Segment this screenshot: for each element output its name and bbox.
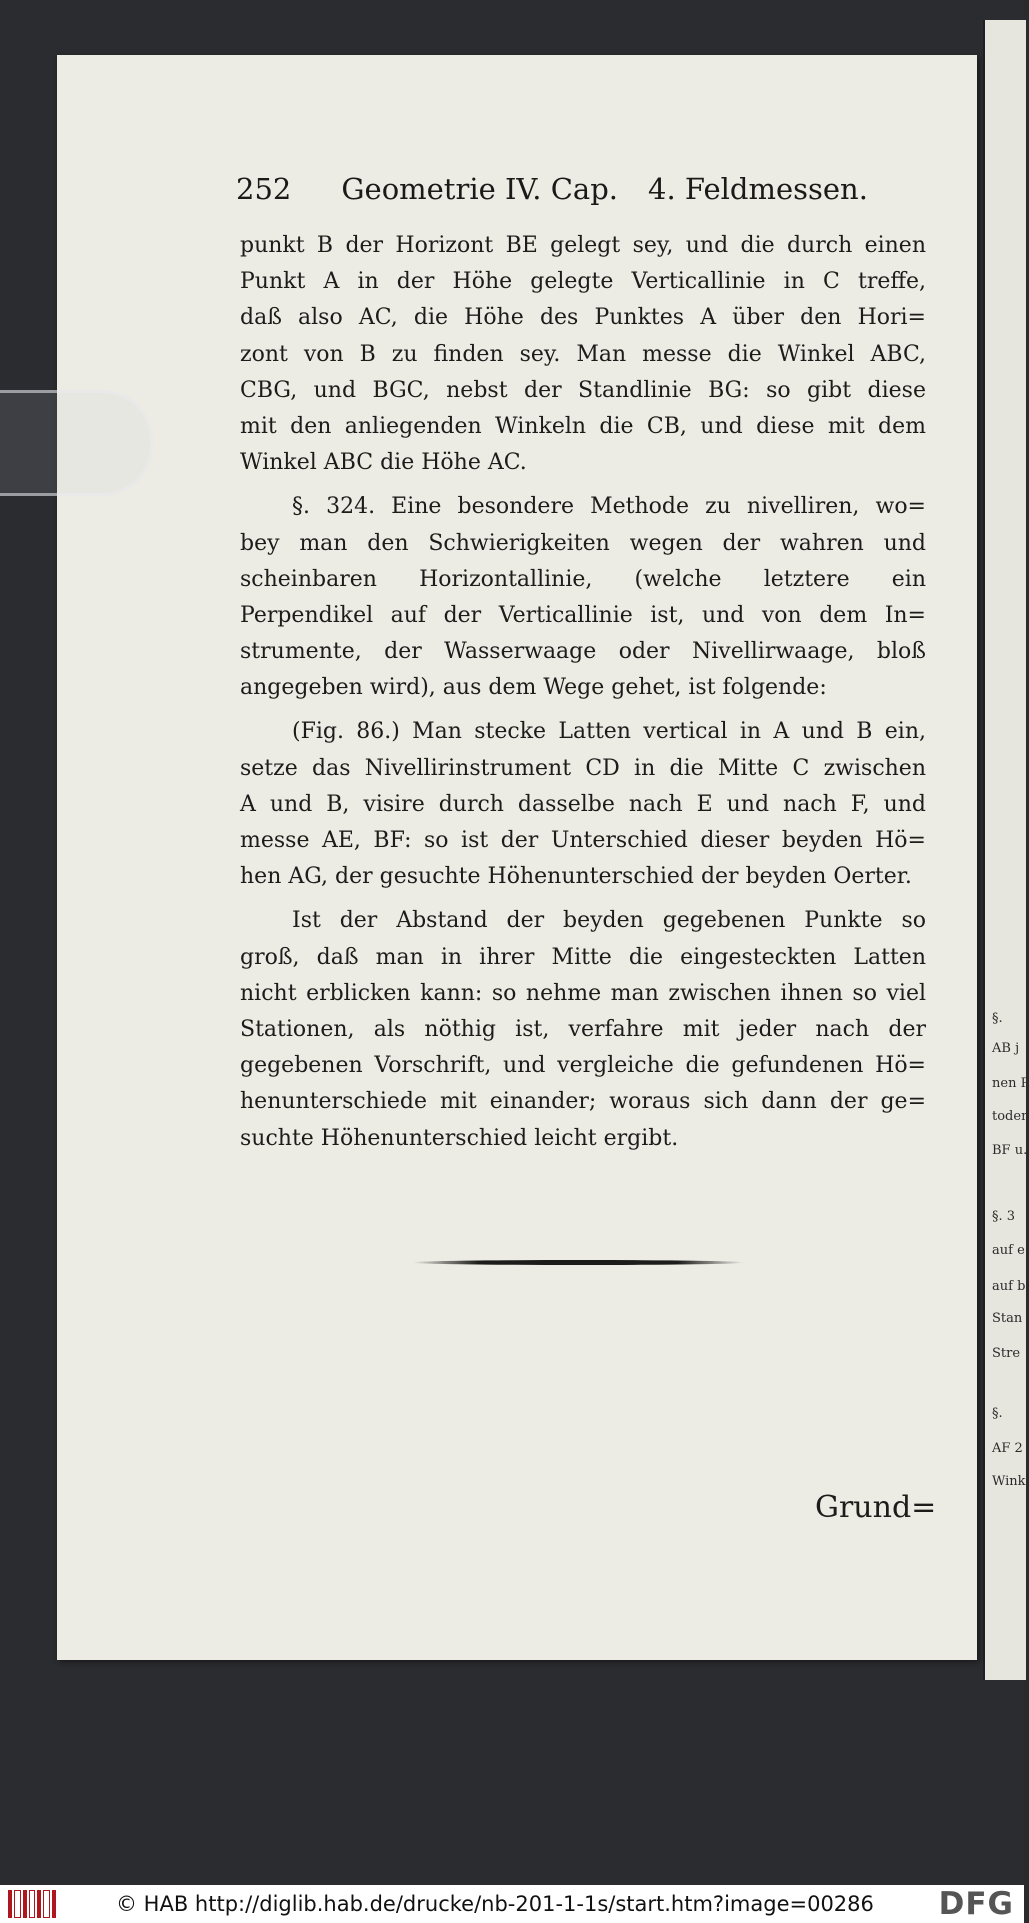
next-page-fragment: auf e bbox=[992, 1243, 1025, 1258]
text-line: §. 324. Eine besondere Methode zu nivelliren, wo= bbox=[292, 494, 926, 520]
next-page-fragment: toden bbox=[992, 1109, 1029, 1124]
text-line: A und B, visire durch dasselbe nach E und nach F, und bbox=[240, 791, 926, 817]
next-page-fragment: Wink bbox=[992, 1474, 1026, 1489]
text-line: groß, daß man in ihrer Mitte die eingesteckten Latten bbox=[240, 944, 926, 970]
text-line: henunterschiede mit einander; woraus sich dann der ge= bbox=[240, 1089, 926, 1115]
catchword: Grund= bbox=[815, 1490, 937, 1525]
text-line: strumente, der Wasserwaage oder Nivellirwaage, bloß bbox=[240, 639, 926, 665]
page-clip-overlay bbox=[0, 390, 153, 496]
next-page-fragment: Stan bbox=[992, 1311, 1023, 1326]
next-page-fragment: §. bbox=[992, 1406, 1003, 1421]
hab-barcode-logo-icon bbox=[8, 1890, 56, 1918]
text-line: messe AE, BF: so ist der Unterschied dieser beyden Hö= bbox=[240, 828, 926, 853]
running-header bbox=[236, 172, 868, 206]
text-line: punkt B der Horizont BE gelegt sey, und die durch einen bbox=[240, 233, 926, 258]
text-line: CBG, und BGC, nebst der Standlinie BG: so gibt diese bbox=[240, 377, 926, 403]
next-page-fragment: BF u. bbox=[992, 1143, 1028, 1158]
text-line: nicht erblicken kann: so nehme man zwischen ihnen so viel bbox=[240, 980, 926, 1006]
text-line: angegeben wird), aus dem Wege gehet, ist folgende: bbox=[240, 675, 827, 701]
text-line: daß also AC, die Höhe des Punktes A über den Hori= bbox=[240, 305, 926, 331]
text-line: bey man den Schwierigkeiten wegen der wahren und bbox=[240, 530, 926, 556]
text-line: mit den anliegenden Winkeln die CB, und diese mit dem bbox=[240, 413, 926, 439]
next-page-fragment: AF 2 bbox=[992, 1441, 1023, 1456]
section-divider-rule bbox=[412, 1260, 744, 1265]
next-page-fragment: §. bbox=[992, 1011, 1003, 1026]
text-line: suchte Höhenunterschied leicht ergibt. bbox=[240, 1125, 679, 1151]
text-line: Perpendikel auf der Verticallinie ist, und von dem In= bbox=[240, 602, 926, 628]
footer-copyright-link[interactable]: © HAB http://diglib.hab.de/drucke/nb-201-1-1s/start.htm?image=00286 bbox=[116, 1892, 874, 1916]
next-page-fragment: §. 3 bbox=[992, 1209, 1016, 1224]
text-line: scheinbaren Horizontallinie, (welche letztere ein bbox=[240, 566, 926, 592]
text-line: zont von B zu finden sey. Man messe die Winkel ABC, bbox=[240, 341, 926, 367]
text-line: setze das Nivellirinstrument CD in die Mitte C zwischen bbox=[240, 755, 926, 781]
next-page-edge bbox=[983, 20, 1026, 1680]
page-number: 252 bbox=[236, 172, 292, 206]
page-body-text bbox=[240, 228, 926, 1157]
text-line: Punkt A in der Höhe gelegte Verticallinie in C treffe, bbox=[240, 269, 926, 295]
text-line: hen AG, der gesuchte Höhenunterschied der beyden Oerter. bbox=[240, 864, 912, 890]
text-line: Stationen, als nöthig ist, verfahre mit jeder nach der bbox=[240, 1016, 926, 1042]
text-line: Ist der Abstand der beyden gegebenen Punkte so bbox=[292, 908, 926, 934]
header-section: 4. Feldmessen. bbox=[648, 172, 868, 206]
text-line: Winkel ABC die Höhe AC. bbox=[240, 450, 527, 476]
next-page-fragment: nen P bbox=[992, 1076, 1029, 1091]
next-page-fragment: Stre bbox=[992, 1346, 1021, 1361]
dfg-logo: DFG bbox=[938, 1886, 1014, 1922]
text-line: gegebenen Vorschrift, und vergleiche die gefundenen Hö= bbox=[240, 1053, 926, 1079]
text-line: (Fig. 86.) Man stecke Latten vertical in A und B ein, bbox=[292, 719, 926, 745]
header-title: Geometrie IV. Cap. bbox=[341, 172, 619, 206]
footer-bar bbox=[0, 1885, 1024, 1923]
next-page-fragment: AB j bbox=[992, 1041, 1020, 1056]
next-page-fragment: auf b bbox=[992, 1279, 1026, 1294]
